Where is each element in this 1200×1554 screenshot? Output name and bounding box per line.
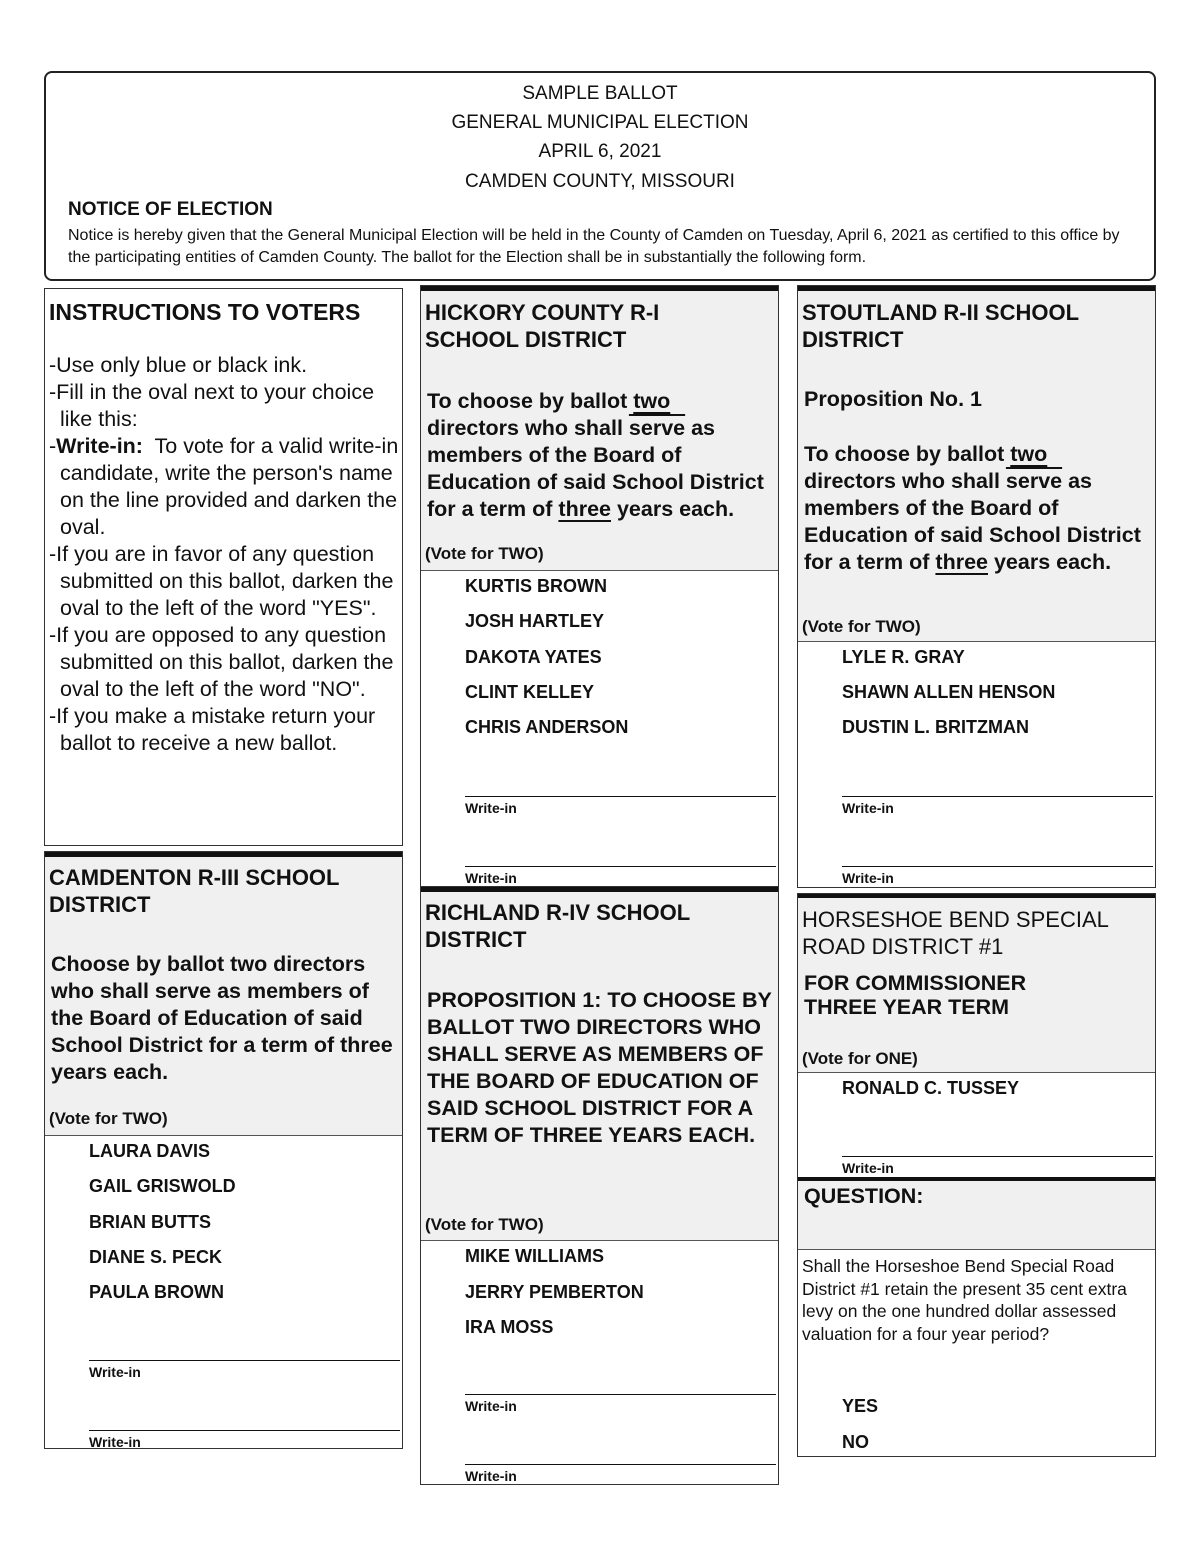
contest-title: HORSESHOE BEND SPECIAL ROAD DISTRICT #1 [802, 907, 1109, 959]
contest-description: To choose by ballot two directors who shall serve as members of the Board of Education of said School District for a term of three years each. [804, 442, 1141, 574]
notice-title: NOTICE OF ELECTION [68, 199, 273, 220]
candidate[interactable]: KURTIS BROWN [465, 576, 607, 596]
contest-title: RICHLAND R-IV SCHOOL DISTRICT [425, 900, 690, 952]
write-in-label: Write-in [842, 800, 894, 816]
candidate[interactable]: PAULA BROWN [89, 1282, 224, 1302]
write-in-label: Write-in [465, 870, 517, 886]
election-name: GENERAL MUNICIPAL ELECTION [451, 112, 749, 133]
write-in-label: Write-in [465, 1468, 517, 1484]
instruction-item: -Use only blue or black ink. [49, 353, 308, 377]
contest-title: HICKORY COUNTY R-I SCHOOL DISTRICT [425, 300, 660, 352]
candidate[interactable]: CHRIS ANDERSON [465, 717, 629, 737]
instruction-item: -If you are in favor of any question submitted on this ballot, darken the oval to the left of the word "YES". [49, 542, 394, 620]
instructions-title: INSTRUCTIONS TO VOTERS [49, 299, 361, 325]
candidate[interactable]: DAKOTA YATES [465, 647, 602, 667]
candidate[interactable]: CLINT KELLEY [465, 682, 594, 702]
candidate[interactable]: IRA MOSS [465, 1317, 554, 1337]
candidate[interactable]: DIANE S. PECK [89, 1247, 223, 1267]
contest-stoutland [797, 285, 1156, 888]
candidate[interactable]: GAIL GRISWOLD [89, 1176, 236, 1196]
instruction-item: -If you make a mistake return your ballot to receive a new ballot. [49, 704, 376, 755]
candidate[interactable]: LYLE R. GRAY [842, 647, 965, 667]
write-in-line[interactable] [89, 1360, 400, 1361]
contest-description: To choose by ballot two directors who shall serve as members of the Board of Education of said School District for a term of three years each. [427, 389, 764, 521]
vote-for-label: (Vote for TWO) [425, 1215, 544, 1234]
vote-for-label: (Vote for TWO) [425, 544, 544, 563]
yes-option[interactable]: YES [842, 1396, 879, 1416]
candidate[interactable]: MIKE WILLIAMS [465, 1246, 604, 1266]
no-option[interactable]: NO [842, 1432, 869, 1452]
write-in-line[interactable] [465, 1394, 776, 1395]
write-in-line[interactable] [842, 1156, 1153, 1157]
notice-text: Notice is hereby given that the General Municipal Election will be held in the County of Camden on Tuesday, April 6, 2021 as certified to this office by the participating entities of Camden County. The ballot for the Election shall be in substantially the following form. [68, 227, 1120, 266]
write-in-label: Write-in [842, 870, 894, 886]
vote-for-label: (Vote for TWO) [802, 617, 921, 636]
instruction-item: -Fill in the oval next to your choice like this: [49, 380, 375, 431]
office-title: FOR COMMISSIONER THREE YEAR TERM [804, 971, 1027, 1019]
write-in-line[interactable] [465, 866, 776, 867]
candidate[interactable]: LAURA DAVIS [89, 1141, 210, 1161]
write-in-line[interactable] [842, 866, 1153, 867]
write-in-label: Write-in [842, 1160, 894, 1176]
question-text: Shall the Horseshoe Bend Special Road District #1 retain the present 35 cent extra levy on the one hundred dollar assessed valuation for a four year period? [802, 1256, 1127, 1344]
contest-description: PROPOSITION 1: TO CHOOSE BY BALLOT TWO DIRECTORS WHO SHALL SERVE AS MEMBERS OF THE BOARD OF EDUCATION OF SAID SCHOOL DISTRICT FOR A TERM OF THREE YEARS EACH. [427, 988, 772, 1147]
contest-camdenton [44, 851, 403, 1449]
vote-for-label: (Vote for TWO) [49, 1109, 168, 1128]
contest-richland [420, 886, 779, 1485]
vote-for-label: (Vote for ONE) [802, 1049, 918, 1068]
election-date: APRIL 6, 2021 [538, 141, 662, 162]
write-in-label: Write-in [465, 800, 517, 816]
instructions-box [44, 288, 403, 846]
ballot-header [44, 71, 1156, 281]
write-in-line[interactable] [465, 796, 776, 797]
write-in-label: Write-in [89, 1434, 141, 1450]
instruction-item-writein: -Write-in: To vote for a valid write-in candidate, write the person's name on the line provided and darken the oval. [49, 434, 399, 539]
proposition-label: Proposition No. 1 [804, 387, 982, 411]
instruction-item: -If you are opposed to any question submitted on this ballot, darken the oval to the left of the word "NO". [49, 623, 394, 701]
question-title: QUESTION: [804, 1184, 924, 1208]
contest-title: STOUTLAND R-II SCHOOL DISTRICT [802, 300, 1079, 352]
write-in-line[interactable] [89, 1430, 400, 1431]
write-in-label: Write-in [465, 1398, 517, 1414]
contest-hickory [420, 285, 779, 888]
contest-title: CAMDENTON R-III SCHOOL DISTRICT [49, 865, 340, 917]
candidate[interactable]: JERRY PEMBERTON [465, 1282, 644, 1302]
candidate[interactable]: DUSTIN L. BRITZMAN [842, 717, 1029, 737]
candidate[interactable]: SHAWN ALLEN HENSON [842, 682, 1056, 702]
ballot-title: SAMPLE BALLOT [522, 83, 678, 104]
write-in-line[interactable] [465, 1464, 776, 1465]
contest-horseshoe-bend [797, 893, 1156, 1457]
contest-description: Choose by ballot two directors who shall serve as members of the Board of Education of said School District for a term of three years each. [51, 952, 393, 1084]
candidate[interactable]: JOSH HARTLEY [465, 611, 605, 631]
candidate[interactable]: BRIAN BUTTS [89, 1212, 211, 1232]
candidate[interactable]: RONALD C. TUSSEY [842, 1078, 1020, 1098]
write-in-label: Write-in [89, 1364, 141, 1380]
write-in-line[interactable] [842, 796, 1153, 797]
county-name: CAMDEN COUNTY, MISSOURI [465, 171, 735, 192]
